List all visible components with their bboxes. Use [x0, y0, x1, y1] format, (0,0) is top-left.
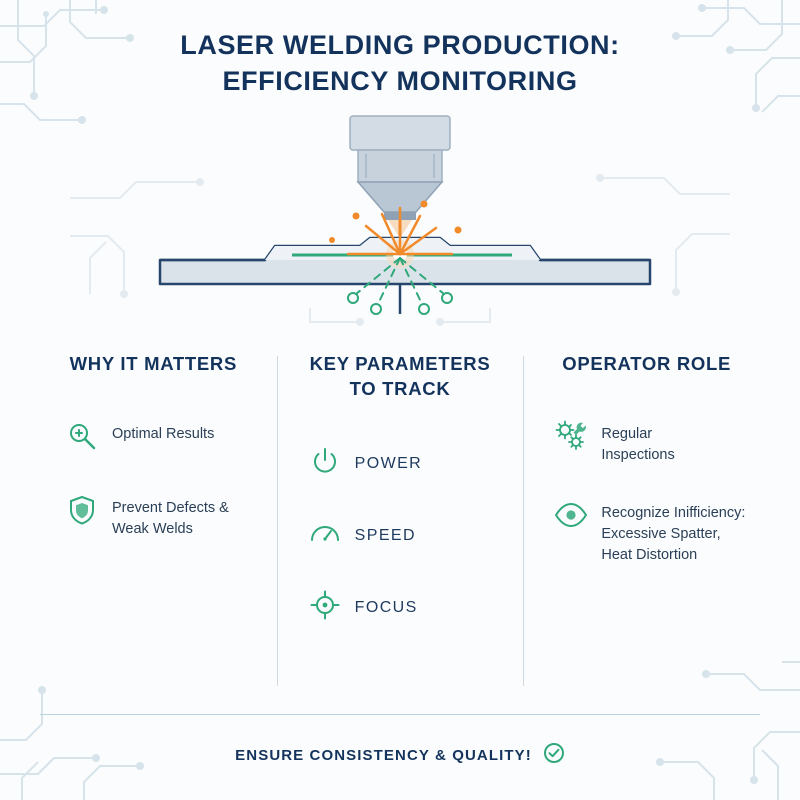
list-item-text: SPEED — [354, 526, 416, 544]
page-title-line-1: LASER WELDING PRODUCTION: — [180, 30, 620, 60]
magnifier-icon — [62, 419, 102, 453]
operator-role-items — [537, 423, 756, 566]
laser-welding-illustration — [60, 108, 740, 338]
list-item — [62, 497, 263, 540]
why-it-matters-items — [44, 423, 263, 540]
list-item-text: FOCUS — [354, 598, 418, 616]
list-item-text — [601, 423, 674, 466]
column-title-why-it-matters — [44, 352, 263, 377]
column-key-parameters — [277, 352, 524, 697]
list-item-text — [112, 423, 214, 445]
footer-text: ENSURE CONSISTENCY & QUALITY! — [235, 747, 532, 764]
power-icon — [305, 444, 345, 478]
list-item — [305, 448, 510, 478]
check-circle-icon — [543, 742, 565, 769]
list-item-line-2: Weak Welds — [112, 520, 193, 537]
list-item-text: POWER — [354, 454, 423, 472]
list-item-line-1: Regular — [601, 425, 653, 442]
list-item-line-2: Inspections — [601, 446, 675, 463]
column-operator-role — [523, 352, 770, 697]
gauge-icon — [305, 516, 345, 550]
columns-container — [30, 352, 770, 697]
eye-icon — [551, 498, 591, 532]
list-item — [551, 423, 756, 466]
target-icon — [305, 588, 345, 622]
column-title-key-parameters — [291, 352, 510, 402]
list-item-text — [601, 502, 745, 566]
column-title-line-1: OPERATOR ROLE — [562, 353, 732, 374]
welding-head — [350, 116, 450, 220]
list-item-line-3: Heat Distortion — [601, 547, 698, 564]
gears-wrench-icon — [551, 419, 591, 453]
column-title-line-2: TO TRACK — [349, 377, 451, 399]
column-title-line-1: KEY PARAMETERS — [309, 353, 491, 374]
list-item-line-1: Optimal Results — [112, 425, 215, 442]
page-title — [0, 28, 800, 99]
list-item — [62, 423, 263, 453]
list-item-line-1: Prevent Defects & — [112, 499, 229, 516]
page-title-line-2: EFFICIENCY MONITORING — [222, 65, 578, 96]
key-parameters-items — [291, 448, 510, 622]
footer-divider — [40, 714, 760, 715]
list-item — [305, 592, 510, 622]
list-item-text — [112, 497, 229, 540]
list-item-line-2: Excessive Spatter, — [601, 526, 721, 543]
column-title-line-1: WHY IT MATTERS — [69, 353, 238, 374]
column-title-operator-role — [537, 352, 756, 377]
list-item-line-1: Recognize Inifficiency: — [601, 505, 746, 521]
footer-banner — [0, 742, 800, 769]
list-item — [305, 520, 510, 550]
list-item — [551, 502, 756, 566]
shield-icon — [62, 493, 102, 527]
column-why-it-matters — [30, 352, 277, 697]
